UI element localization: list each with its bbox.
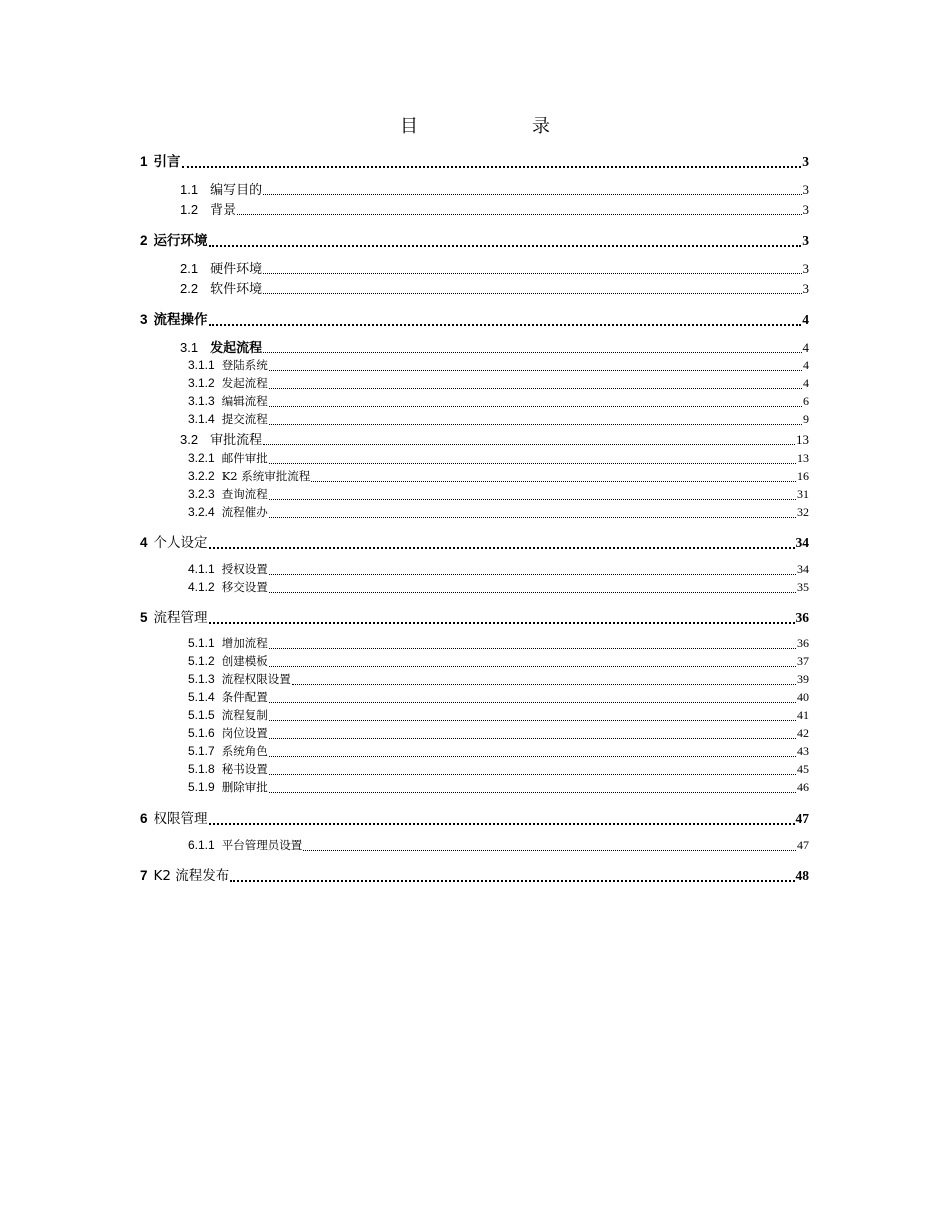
- toc-entry-number: 7: [140, 868, 148, 883]
- toc-entry-5-1-8[interactable]: [188, 761, 809, 777]
- toc-entry-page: 32: [797, 505, 809, 519]
- toc-entry-title: 移交设置: [221, 580, 268, 594]
- toc-entry-3-2-2[interactable]: [188, 468, 809, 484]
- dot-leader: [269, 666, 796, 667]
- toc-entry-5-1-5[interactable]: [188, 707, 809, 723]
- dot-leader: [269, 720, 796, 721]
- toc-entry-2-2[interactable]: [180, 278, 809, 297]
- toc-entry-page: 37: [797, 654, 809, 668]
- toc-entry-number: 5.1.4: [188, 690, 215, 704]
- toc-entry-title: 授权设置: [221, 562, 268, 576]
- toc-entry-title: 增加流程: [221, 636, 268, 650]
- toc-entry-title: K2 系统审批流程: [221, 469, 311, 483]
- dot-leader: [311, 481, 796, 482]
- toc-entry-page: 34: [797, 562, 809, 576]
- toc-entry-1-2[interactable]: [180, 199, 809, 218]
- toc-entry-title: 邮件审批: [221, 451, 268, 465]
- toc-entry-title: 流程催办: [221, 505, 268, 519]
- toc-entry-number: 5.1.7: [188, 744, 215, 758]
- toc-entry-5-1-9[interactable]: [188, 779, 809, 795]
- dot-leader: [269, 738, 796, 739]
- toc-entry-1[interactable]: [140, 150, 809, 170]
- toc-entry-title: 查询流程: [221, 487, 268, 501]
- dot-leader: [269, 592, 796, 593]
- toc-entry-2[interactable]: [140, 229, 809, 249]
- toc-entry-2-1[interactable]: [180, 258, 809, 277]
- toc-entry-title: 硬件环境: [210, 262, 263, 277]
- dot-leader: [230, 880, 794, 882]
- toc-entry-number: 1: [140, 154, 148, 169]
- toc-entry-number: 5.1.5: [188, 708, 215, 722]
- toc-entry-1-1[interactable]: [180, 179, 809, 198]
- dot-leader: [269, 370, 802, 371]
- toc-entry-number: 5.1.1: [188, 636, 215, 650]
- dot-leader: [209, 547, 795, 549]
- toc-entry-3-1-4[interactable]: [188, 411, 809, 427]
- toc-entry-3-1-2[interactable]: [188, 375, 809, 391]
- toc-entry-4[interactable]: [140, 531, 809, 551]
- toc-entry-page: 31: [797, 487, 809, 501]
- toc-entry-page: 3: [802, 233, 809, 248]
- toc-entry-page: 4: [803, 358, 809, 372]
- dot-leader: [209, 324, 802, 326]
- toc-entry-page: 43: [797, 744, 809, 758]
- toc-entry-page: 16: [797, 469, 809, 483]
- toc-entry-number: 3.1: [180, 340, 199, 355]
- toc-entry-title: 平台管理员设置: [221, 838, 303, 852]
- toc-entry-5-1-7[interactable]: [188, 743, 809, 759]
- toc-entry-title: 秘书设置: [221, 762, 268, 776]
- toc-entry-title: 创建模板: [221, 654, 268, 668]
- toc-entry-page: 4: [803, 376, 809, 390]
- toc-entry-5-1-2[interactable]: [188, 653, 809, 669]
- dot-leader: [269, 792, 796, 793]
- dot-leader: [209, 823, 795, 825]
- toc-entry-number: 5.1.3: [188, 672, 215, 686]
- dot-leader: [269, 702, 796, 703]
- toc-entry-title: 登陆系统: [221, 358, 268, 372]
- toc-entry-page: 48: [795, 868, 809, 883]
- toc-entry-title: 发起流程: [210, 341, 263, 356]
- toc-entry-page: 4: [802, 340, 809, 355]
- toc-entry-number: 3.1.1: [188, 358, 215, 372]
- toc-entry-number: 5: [140, 610, 148, 625]
- dot-leader: [269, 406, 802, 407]
- toc-entry-page: 36: [797, 636, 809, 650]
- dot-leader: [269, 774, 796, 775]
- dot-leader: [269, 499, 796, 500]
- toc-entry-number: 3.1.3: [188, 394, 215, 408]
- toc-entry-4-1-2[interactable]: [188, 579, 809, 595]
- toc-entry-title: 流程管理: [153, 610, 208, 626]
- toc-entry-page: 45: [797, 762, 809, 776]
- toc-entry-page: 3: [802, 261, 809, 276]
- toc-entry-number: 2.2: [180, 281, 199, 296]
- dot-leader: [263, 444, 795, 445]
- toc-entry-title: 条件配置: [221, 690, 268, 704]
- toc-entry-3-2-1[interactable]: [188, 450, 809, 466]
- dot-leader: [263, 352, 801, 353]
- toc-entry-page: 42: [797, 726, 809, 740]
- toc-entry-title: 运行环境: [153, 233, 208, 249]
- toc-entry-page: 47: [797, 838, 809, 852]
- toc-entry-5-1-1[interactable]: [188, 635, 809, 651]
- toc-entry-page: 40: [797, 690, 809, 704]
- toc-entry-5-1-6[interactable]: [188, 725, 809, 741]
- toc-entry-number: 2.1: [180, 261, 199, 276]
- toc-entry-page: 4: [802, 312, 809, 327]
- toc-entry-title: 个人设定: [153, 535, 208, 551]
- dot-leader: [269, 463, 796, 464]
- dot-leader: [209, 245, 802, 247]
- toc-entry-number: 1.1: [180, 182, 199, 197]
- toc-entry-5[interactable]: [140, 606, 809, 626]
- dot-leader: [263, 273, 801, 274]
- toc-entry-title: K2 流程发布: [153, 868, 230, 884]
- toc-entry-title: 岗位设置: [221, 726, 268, 740]
- toc-entry-page: 9: [803, 412, 809, 426]
- toc-entry-title: 编辑流程: [221, 394, 268, 408]
- toc-entry-number: 5.1.6: [188, 726, 215, 740]
- toc-entry-3-2-4[interactable]: [188, 504, 809, 520]
- toc-entry-number: 3.2.4: [188, 505, 215, 519]
- toc-entry-7[interactable]: [140, 864, 809, 884]
- toc-entry-page: 36: [795, 610, 809, 625]
- toc-entry-page: 13: [796, 432, 809, 447]
- toc-entry-title: 审批流程: [210, 433, 263, 448]
- dot-leader: [182, 166, 802, 168]
- toc-title: 目 录: [400, 116, 576, 137]
- toc-entry-number: 3: [140, 312, 148, 327]
- toc-entry-number: 4.1.2: [188, 580, 215, 594]
- toc-entry-number: 4: [140, 535, 148, 550]
- toc-entry-3[interactable]: [140, 308, 809, 328]
- toc-entry-title: 流程复制: [221, 708, 268, 722]
- dot-leader: [269, 388, 802, 389]
- dot-leader: [269, 574, 796, 575]
- toc-entry-number: 3.1.2: [188, 376, 215, 390]
- toc-entry-page: 34: [795, 535, 809, 550]
- toc-entry-page: 3: [802, 281, 809, 296]
- toc-entry-page: 6: [803, 394, 809, 408]
- toc-entry-number: 4.1.1: [188, 562, 215, 576]
- toc-entry-number: 6: [140, 811, 148, 826]
- toc-entry-5-1-3[interactable]: [188, 671, 809, 687]
- toc-entry-title: 流程操作: [153, 312, 208, 328]
- toc-entry-page: 13: [797, 451, 809, 465]
- toc-entry-3-2[interactable]: [180, 429, 809, 448]
- toc-entry-title: 提交流程: [221, 412, 268, 426]
- dot-leader: [269, 424, 802, 425]
- dot-leader: [269, 648, 796, 649]
- dot-leader: [263, 293, 801, 294]
- toc-entry-number: 3.1.4: [188, 412, 215, 426]
- toc-entry-number: 5.1.9: [188, 780, 215, 794]
- toc-entry-title: 删除审批: [221, 780, 268, 794]
- toc-entry-number: 5.1.8: [188, 762, 215, 776]
- toc-entry-page: 41: [797, 708, 809, 722]
- toc-entry-page: 35: [797, 580, 809, 594]
- toc-entry-title: 系统角色: [221, 744, 268, 758]
- toc-entry-page: 46: [797, 780, 809, 794]
- dot-leader: [209, 622, 795, 624]
- dot-leader: [269, 517, 796, 518]
- toc-entry-title: 软件环境: [210, 282, 263, 297]
- dot-leader: [237, 214, 801, 215]
- toc-entry-number: 6.1.1: [188, 838, 215, 852]
- toc-entry-3-1-3[interactable]: [188, 393, 809, 409]
- toc-entry-title: 编写目的: [210, 183, 263, 198]
- toc-entry-number: 3.2.2: [188, 469, 215, 483]
- dot-leader: [269, 756, 796, 757]
- toc-entry-number: 3.2.3: [188, 487, 215, 501]
- toc-entry-3-1[interactable]: [180, 337, 809, 356]
- toc-entry-title: 背景: [210, 203, 237, 218]
- toc-entry-4-1-1[interactable]: [188, 561, 809, 577]
- toc-entry-5-1-4[interactable]: [188, 689, 809, 705]
- dot-leader: [263, 194, 801, 195]
- toc-entry-number: 1.2: [180, 202, 199, 217]
- toc-entry-title: 引言: [153, 154, 181, 170]
- toc-entry-number: 3.2.1: [188, 451, 215, 465]
- toc-entry-title: 发起流程: [221, 376, 268, 390]
- dot-leader: [303, 850, 796, 851]
- toc-entry-title: 权限管理: [153, 811, 208, 827]
- toc-entry-page: 3: [802, 182, 809, 197]
- toc-entry-page: 47: [795, 811, 809, 826]
- toc-entry-6[interactable]: [140, 807, 809, 827]
- toc-entry-number: 2: [140, 233, 148, 248]
- toc-entry-6-1-1[interactable]: [188, 837, 809, 853]
- toc-entry-page: 39: [797, 672, 809, 686]
- toc-entry-3-2-3[interactable]: [188, 486, 809, 502]
- toc-entry-3-1-1[interactable]: [188, 357, 809, 373]
- toc-entry-number: 5.1.2: [188, 654, 215, 668]
- toc-entry-page: 3: [802, 154, 809, 169]
- toc-entry-title: 流程权限设置: [221, 672, 291, 686]
- toc-entry-number: 3.2: [180, 432, 199, 447]
- toc-entry-page: 3: [802, 202, 809, 217]
- dot-leader: [292, 684, 796, 685]
